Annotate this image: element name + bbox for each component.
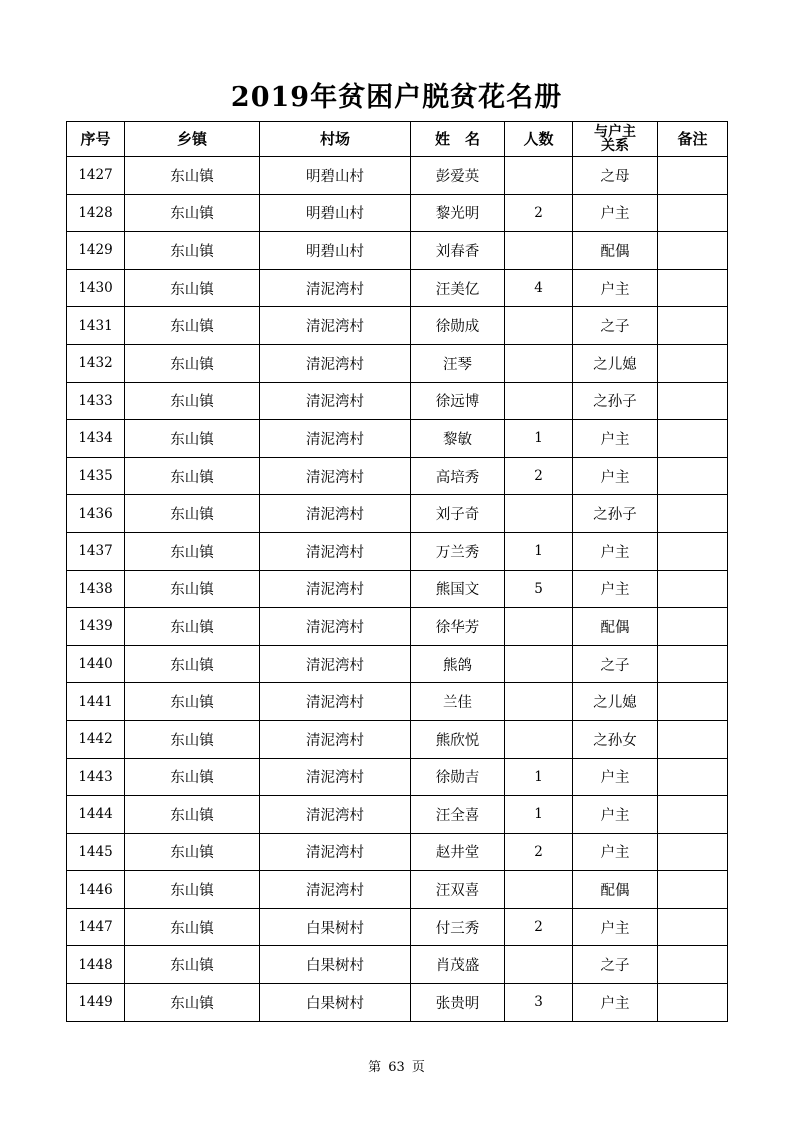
table-header-row bbox=[67, 122, 728, 157]
table-row bbox=[67, 420, 728, 458]
header-relation-line2: 关系 bbox=[601, 138, 629, 154]
cell-count bbox=[505, 946, 573, 984]
cell-no: 1437 bbox=[67, 532, 125, 570]
cell-count: 1 bbox=[505, 758, 573, 796]
cell-name: 汪美亿 bbox=[411, 269, 505, 307]
header-name: 姓 名 bbox=[411, 122, 505, 157]
cell-remarks bbox=[658, 232, 728, 270]
cell-no: 1441 bbox=[67, 683, 125, 721]
cell-count bbox=[505, 871, 573, 909]
cell-count bbox=[505, 307, 573, 345]
cell-remarks bbox=[658, 683, 728, 721]
table-row bbox=[67, 720, 728, 758]
cell-no: 1438 bbox=[67, 570, 125, 608]
cell-count: 5 bbox=[505, 570, 573, 608]
cell-count bbox=[505, 232, 573, 270]
cell-village: 白果树村 bbox=[260, 984, 411, 1022]
page-number: 第 63 页 bbox=[368, 1060, 425, 1075]
cell-town: 东山镇 bbox=[125, 683, 260, 721]
cell-no: 1448 bbox=[67, 946, 125, 984]
cell-relation: 户主 bbox=[573, 532, 658, 570]
cell-town: 东山镇 bbox=[125, 495, 260, 533]
cell-count bbox=[505, 344, 573, 382]
cell-village: 清泥湾村 bbox=[260, 871, 411, 909]
cell-remarks bbox=[658, 645, 728, 683]
cell-village: 清泥湾村 bbox=[260, 720, 411, 758]
cell-remarks bbox=[658, 946, 728, 984]
cell-remarks bbox=[658, 871, 728, 909]
cell-name: 彭爱英 bbox=[411, 157, 505, 195]
cell-village: 清泥湾村 bbox=[260, 420, 411, 458]
table-row bbox=[67, 908, 728, 946]
cell-remarks bbox=[658, 908, 728, 946]
table-row bbox=[67, 946, 728, 984]
cell-no: 1429 bbox=[67, 232, 125, 270]
cell-name: 刘春香 bbox=[411, 232, 505, 270]
cell-town: 东山镇 bbox=[125, 871, 260, 909]
cell-no: 1449 bbox=[67, 984, 125, 1022]
cell-town: 东山镇 bbox=[125, 758, 260, 796]
cell-name: 张贵明 bbox=[411, 984, 505, 1022]
cell-relation: 户主 bbox=[573, 194, 658, 232]
cell-relation: 户主 bbox=[573, 570, 658, 608]
cell-remarks bbox=[658, 984, 728, 1022]
cell-village: 白果树村 bbox=[260, 946, 411, 984]
cell-town: 东山镇 bbox=[125, 457, 260, 495]
cell-no: 1435 bbox=[67, 457, 125, 495]
table-body bbox=[67, 157, 728, 1022]
cell-no: 1445 bbox=[67, 833, 125, 871]
header-village: 村场 bbox=[260, 122, 411, 157]
cell-count bbox=[505, 382, 573, 420]
cell-count bbox=[505, 495, 573, 533]
cell-name: 赵井堂 bbox=[411, 833, 505, 871]
cell-village: 清泥湾村 bbox=[260, 683, 411, 721]
page-title: 2019年贫困户脱贫花名册 bbox=[230, 82, 563, 113]
table-row bbox=[67, 382, 728, 420]
cell-count: 1 bbox=[505, 796, 573, 834]
cell-town: 东山镇 bbox=[125, 570, 260, 608]
cell-village: 清泥湾村 bbox=[260, 833, 411, 871]
cell-relation: 户主 bbox=[573, 908, 658, 946]
table-row bbox=[67, 194, 728, 232]
cell-count: 2 bbox=[505, 833, 573, 871]
cell-village: 清泥湾村 bbox=[260, 645, 411, 683]
cell-count bbox=[505, 683, 573, 721]
cell-no: 1428 bbox=[67, 194, 125, 232]
cell-no: 1446 bbox=[67, 871, 125, 909]
cell-relation: 之母 bbox=[573, 157, 658, 195]
cell-village: 清泥湾村 bbox=[260, 758, 411, 796]
cell-town: 东山镇 bbox=[125, 645, 260, 683]
table-row bbox=[67, 871, 728, 909]
table-row bbox=[67, 457, 728, 495]
cell-town: 东山镇 bbox=[125, 420, 260, 458]
header-no: 序号 bbox=[67, 122, 125, 157]
cell-count bbox=[505, 645, 573, 683]
cell-remarks bbox=[658, 194, 728, 232]
cell-count: 2 bbox=[505, 457, 573, 495]
header-remarks: 备注 bbox=[658, 122, 728, 157]
cell-remarks bbox=[658, 608, 728, 646]
table-row bbox=[67, 269, 728, 307]
cell-town: 东山镇 bbox=[125, 608, 260, 646]
cell-remarks bbox=[658, 495, 728, 533]
cell-relation: 配偶 bbox=[573, 608, 658, 646]
cell-name: 徐远博 bbox=[411, 382, 505, 420]
cell-village: 清泥湾村 bbox=[260, 570, 411, 608]
cell-no: 1436 bbox=[67, 495, 125, 533]
table-row bbox=[67, 495, 728, 533]
cell-remarks bbox=[658, 307, 728, 345]
cell-relation: 户主 bbox=[573, 420, 658, 458]
roster-table bbox=[66, 121, 728, 1022]
cell-relation: 户主 bbox=[573, 457, 658, 495]
cell-count bbox=[505, 157, 573, 195]
cell-name: 汪双喜 bbox=[411, 871, 505, 909]
cell-remarks bbox=[658, 457, 728, 495]
cell-remarks bbox=[658, 420, 728, 458]
cell-village: 明碧山村 bbox=[260, 157, 411, 195]
cell-remarks bbox=[658, 720, 728, 758]
table-row bbox=[67, 344, 728, 382]
cell-town: 东山镇 bbox=[125, 946, 260, 984]
cell-name: 黎敏 bbox=[411, 420, 505, 458]
cell-no: 1447 bbox=[67, 908, 125, 946]
cell-town: 东山镇 bbox=[125, 269, 260, 307]
cell-no: 1444 bbox=[67, 796, 125, 834]
cell-no: 1430 bbox=[67, 269, 125, 307]
cell-relation: 户主 bbox=[573, 796, 658, 834]
cell-relation: 之子 bbox=[573, 946, 658, 984]
header-relation-line1: 与户主 bbox=[594, 124, 636, 140]
table-row bbox=[67, 157, 728, 195]
cell-name: 肖茂盛 bbox=[411, 946, 505, 984]
cell-name: 熊欣悦 bbox=[411, 720, 505, 758]
cell-relation: 之子 bbox=[573, 645, 658, 683]
cell-name: 汪琴 bbox=[411, 344, 505, 382]
cell-no: 1442 bbox=[67, 720, 125, 758]
cell-town: 东山镇 bbox=[125, 984, 260, 1022]
table-row bbox=[67, 833, 728, 871]
header-relation bbox=[573, 122, 658, 157]
table-row bbox=[67, 232, 728, 270]
cell-village: 清泥湾村 bbox=[260, 457, 411, 495]
cell-no: 1427 bbox=[67, 157, 125, 195]
cell-relation: 户主 bbox=[573, 984, 658, 1022]
cell-town: 东山镇 bbox=[125, 833, 260, 871]
cell-town: 东山镇 bbox=[125, 232, 260, 270]
cell-name: 刘子奇 bbox=[411, 495, 505, 533]
header-count: 人数 bbox=[505, 122, 573, 157]
cell-count: 1 bbox=[505, 420, 573, 458]
cell-village: 清泥湾村 bbox=[260, 495, 411, 533]
cell-count: 2 bbox=[505, 194, 573, 232]
cell-village: 清泥湾村 bbox=[260, 608, 411, 646]
cell-remarks bbox=[658, 532, 728, 570]
cell-remarks bbox=[658, 833, 728, 871]
cell-relation: 之儿媳 bbox=[573, 344, 658, 382]
cell-name: 高培秀 bbox=[411, 457, 505, 495]
cell-relation: 之孙子 bbox=[573, 495, 658, 533]
cell-remarks bbox=[658, 157, 728, 195]
table-row bbox=[67, 307, 728, 345]
cell-remarks bbox=[658, 344, 728, 382]
cell-no: 1439 bbox=[67, 608, 125, 646]
cell-name: 兰佳 bbox=[411, 683, 505, 721]
cell-name: 熊国文 bbox=[411, 570, 505, 608]
cell-remarks bbox=[658, 796, 728, 834]
cell-count: 2 bbox=[505, 908, 573, 946]
cell-village: 清泥湾村 bbox=[260, 344, 411, 382]
cell-name: 汪全喜 bbox=[411, 796, 505, 834]
cell-town: 东山镇 bbox=[125, 720, 260, 758]
cell-village: 白果树村 bbox=[260, 908, 411, 946]
cell-village: 清泥湾村 bbox=[260, 796, 411, 834]
table-row bbox=[67, 984, 728, 1022]
cell-no: 1431 bbox=[67, 307, 125, 345]
cell-relation: 之孙子 bbox=[573, 382, 658, 420]
cell-remarks bbox=[658, 758, 728, 796]
cell-town: 东山镇 bbox=[125, 307, 260, 345]
cell-name: 万兰秀 bbox=[411, 532, 505, 570]
cell-relation: 之子 bbox=[573, 307, 658, 345]
cell-town: 东山镇 bbox=[125, 908, 260, 946]
cell-name: 徐华芳 bbox=[411, 608, 505, 646]
cell-no: 1443 bbox=[67, 758, 125, 796]
cell-village: 清泥湾村 bbox=[260, 532, 411, 570]
table-row bbox=[67, 608, 728, 646]
cell-relation: 户主 bbox=[573, 833, 658, 871]
cell-relation: 之儿媳 bbox=[573, 683, 658, 721]
table-row bbox=[67, 683, 728, 721]
cell-name: 付三秀 bbox=[411, 908, 505, 946]
cell-count: 1 bbox=[505, 532, 573, 570]
cell-village: 明碧山村 bbox=[260, 232, 411, 270]
table-row bbox=[67, 645, 728, 683]
cell-relation: 配偶 bbox=[573, 871, 658, 909]
cell-town: 东山镇 bbox=[125, 382, 260, 420]
cell-town: 东山镇 bbox=[125, 344, 260, 382]
cell-name: 熊鸽 bbox=[411, 645, 505, 683]
cell-name: 徐勋成 bbox=[411, 307, 505, 345]
cell-village: 明碧山村 bbox=[260, 194, 411, 232]
cell-no: 1432 bbox=[67, 344, 125, 382]
cell-no: 1440 bbox=[67, 645, 125, 683]
cell-relation: 户主 bbox=[573, 758, 658, 796]
cell-no: 1434 bbox=[67, 420, 125, 458]
cell-village: 清泥湾村 bbox=[260, 382, 411, 420]
table-row bbox=[67, 570, 728, 608]
table-row bbox=[67, 796, 728, 834]
cell-count bbox=[505, 608, 573, 646]
cell-count: 4 bbox=[505, 269, 573, 307]
cell-village: 清泥湾村 bbox=[260, 269, 411, 307]
cell-no: 1433 bbox=[67, 382, 125, 420]
cell-relation: 之孙女 bbox=[573, 720, 658, 758]
cell-relation: 户主 bbox=[573, 269, 658, 307]
table-row bbox=[67, 758, 728, 796]
cell-remarks bbox=[658, 382, 728, 420]
cell-name: 徐勋吉 bbox=[411, 758, 505, 796]
cell-name: 黎光明 bbox=[411, 194, 505, 232]
cell-town: 东山镇 bbox=[125, 796, 260, 834]
cell-count: 3 bbox=[505, 984, 573, 1022]
cell-town: 东山镇 bbox=[125, 532, 260, 570]
cell-village: 清泥湾村 bbox=[260, 307, 411, 345]
cell-count bbox=[505, 720, 573, 758]
table-row bbox=[67, 532, 728, 570]
cell-remarks bbox=[658, 269, 728, 307]
cell-relation: 配偶 bbox=[573, 232, 658, 270]
cell-town: 东山镇 bbox=[125, 194, 260, 232]
cell-town: 东山镇 bbox=[125, 157, 260, 195]
header-town: 乡镇 bbox=[125, 122, 260, 157]
cell-remarks bbox=[658, 570, 728, 608]
